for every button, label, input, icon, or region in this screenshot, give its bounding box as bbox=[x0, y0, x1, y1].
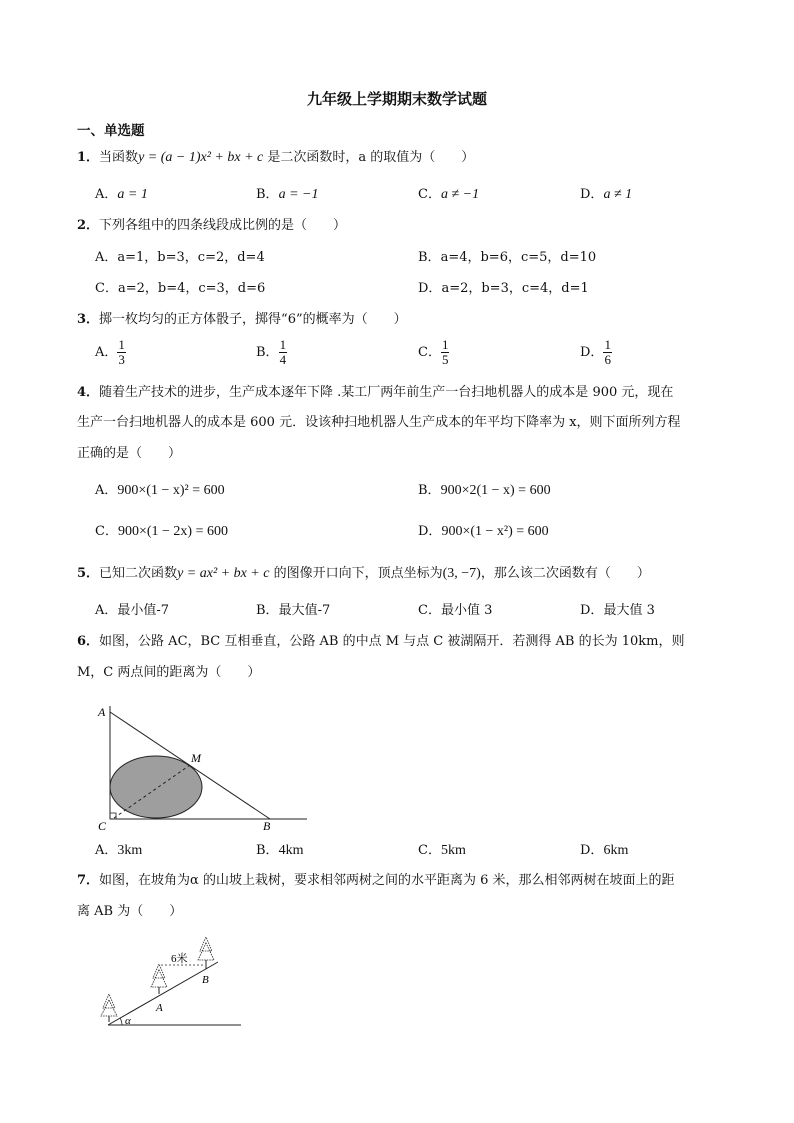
option-c[interactable] bbox=[418, 842, 466, 860]
numerator: 1 bbox=[604, 337, 611, 352]
option-text: 5km bbox=[440, 843, 466, 858]
option-label: B． bbox=[418, 250, 441, 265]
angle-arc bbox=[120, 1018, 122, 1025]
option-b[interactable] bbox=[256, 602, 330, 620]
option-label: C． bbox=[418, 603, 441, 618]
option-d[interactable] bbox=[418, 280, 589, 298]
option-a[interactable] bbox=[95, 186, 148, 204]
question-text: 如图，公路 AC，BC 互相垂直，公路 AB 的中点 M 与点 C 被湖隔开．若测得 AB 的长为 10km，则 bbox=[99, 634, 685, 649]
denominator: 3 bbox=[118, 352, 125, 367]
option-label: C． bbox=[418, 187, 441, 202]
option-b[interactable] bbox=[256, 186, 318, 204]
question-text: ，那么该二次函数有（ ） bbox=[480, 566, 650, 581]
question-text: 下列各组中的四条线段成比例的是（ ） bbox=[99, 218, 347, 233]
option-text: 4km bbox=[278, 843, 304, 858]
denominator: 4 bbox=[279, 352, 287, 367]
option-b[interactable] bbox=[256, 338, 287, 367]
numerator: 1 bbox=[118, 337, 125, 352]
denominator: 6 bbox=[604, 352, 611, 367]
option-text: a ≠ 1 bbox=[603, 187, 633, 202]
distance-label: 6米 bbox=[171, 953, 188, 965]
option-label: B． bbox=[256, 603, 279, 618]
option-a[interactable] bbox=[95, 249, 265, 267]
label-a: A bbox=[98, 705, 106, 719]
option-label: C． bbox=[418, 843, 441, 858]
option-c[interactable] bbox=[418, 186, 479, 204]
right-angle-mark bbox=[110, 813, 116, 819]
question-number: 6． bbox=[77, 634, 100, 649]
option-text: a=2，b=3，c=4，d=1 bbox=[441, 281, 589, 296]
option-text: 900×2(1 − x) = 600 bbox=[440, 483, 551, 498]
option-b[interactable] bbox=[418, 482, 551, 500]
fraction bbox=[441, 338, 450, 367]
option-label: D． bbox=[580, 187, 604, 202]
option-d[interactable] bbox=[418, 523, 549, 541]
fraction bbox=[603, 338, 612, 367]
tree-icon bbox=[198, 937, 214, 969]
option-label: B． bbox=[418, 483, 441, 498]
question-text: 的图像开口向下，顶点坐标为 bbox=[269, 566, 443, 581]
question-text: 掷一枚均匀的正方体骰子，掷得“6”的概率为（ ） bbox=[99, 312, 407, 327]
question-7 bbox=[77, 872, 675, 890]
tree-icon bbox=[101, 994, 117, 1022]
question-number: 1． bbox=[77, 150, 100, 165]
option-d[interactable] bbox=[580, 602, 655, 620]
question-number: 3． bbox=[77, 312, 100, 327]
option-a[interactable] bbox=[95, 602, 169, 620]
question-7-line-2: 离 AB 为（ ） bbox=[77, 904, 183, 919]
question-text: 已知二次函数 bbox=[99, 566, 178, 581]
question-3 bbox=[77, 311, 407, 329]
question-text: 当函数 bbox=[99, 150, 139, 165]
option-a[interactable] bbox=[95, 338, 126, 367]
option-text: a = −1 bbox=[278, 187, 319, 202]
option-c[interactable] bbox=[95, 523, 228, 541]
question-number: 2． bbox=[77, 218, 100, 233]
angle-label: α bbox=[125, 1015, 131, 1027]
option-b[interactable] bbox=[256, 842, 303, 860]
option-c[interactable] bbox=[418, 602, 492, 620]
option-label: D． bbox=[418, 524, 442, 539]
formula: y = ax² + bx + c bbox=[177, 566, 270, 581]
option-a[interactable] bbox=[95, 482, 225, 500]
option-d[interactable] bbox=[580, 842, 628, 860]
question-5 bbox=[77, 565, 650, 583]
question-number: 4． bbox=[77, 385, 100, 400]
tree-icon bbox=[151, 964, 167, 994]
option-label: C． bbox=[95, 524, 118, 539]
section-heading: 一、单选题 bbox=[77, 123, 145, 139]
label-c: C bbox=[98, 819, 107, 833]
option-label: A． bbox=[95, 187, 118, 202]
fraction bbox=[279, 338, 288, 367]
denominator: 5 bbox=[441, 352, 449, 367]
option-d[interactable] bbox=[580, 338, 612, 367]
question-6 bbox=[77, 633, 684, 651]
option-text: 6km bbox=[603, 843, 629, 858]
option-text: 最小值-7 bbox=[117, 603, 170, 618]
question-2 bbox=[77, 217, 346, 235]
option-text: a=2，b=4，c=3，d=6 bbox=[117, 281, 266, 296]
option-label: D． bbox=[418, 281, 442, 296]
option-text: a = 1 bbox=[117, 187, 148, 202]
lake bbox=[110, 756, 202, 818]
option-text: 最小值 3 bbox=[440, 603, 493, 618]
option-label: A． bbox=[95, 345, 118, 360]
option-label: B． bbox=[256, 843, 279, 858]
option-d[interactable] bbox=[580, 186, 632, 204]
option-label: A． bbox=[95, 603, 118, 618]
label-m: M bbox=[191, 751, 201, 765]
option-text: 900×(1 − x)² = 600 bbox=[117, 483, 225, 498]
question-text: 如图，在坡角为α 的山坡上栽树，要求相邻两树之间的水平距离为 6 米，那么相邻两树在坡面上的距 bbox=[99, 873, 675, 888]
option-label: D． bbox=[580, 345, 604, 360]
numerator: 1 bbox=[441, 337, 449, 352]
formula: y = (a − 1)x² + bx + c bbox=[138, 150, 264, 165]
question-text: 是二次函数时，a 的取值为（ ） bbox=[263, 150, 475, 165]
option-label: C． bbox=[95, 281, 118, 296]
option-label: D． bbox=[580, 843, 604, 858]
question-number: 5． bbox=[77, 566, 100, 581]
option-text: a ≠ −1 bbox=[440, 187, 480, 202]
question-6-line-2: M，C 两点间的距离为（ ） bbox=[77, 665, 261, 680]
option-label: B． bbox=[256, 187, 279, 202]
lake-figure bbox=[95, 698, 315, 834]
label-b: B bbox=[202, 974, 209, 986]
option-label: A． bbox=[95, 843, 118, 858]
option-label: A． bbox=[95, 250, 118, 265]
option-text: 900×(1 − x²) = 600 bbox=[441, 524, 549, 539]
option-text: 最大值-7 bbox=[278, 603, 331, 618]
option-text: 最大值 3 bbox=[603, 603, 655, 618]
question-4-line-2: 生产一台扫地机器人的成本是 600 元．设该种扫地机器人生产成本的年平均下降率为 x，则下面所列方程 bbox=[77, 415, 681, 430]
option-c[interactable] bbox=[95, 280, 265, 298]
question-4 bbox=[77, 384, 673, 402]
option-text: a=1，b=3，c=2，d=4 bbox=[117, 250, 265, 265]
option-label: C． bbox=[418, 345, 441, 360]
option-text: 3km bbox=[117, 843, 143, 858]
numerator: 1 bbox=[279, 337, 287, 352]
option-label: D． bbox=[580, 603, 604, 618]
fraction bbox=[117, 338, 126, 367]
option-text: 900×(1 − 2x) = 600 bbox=[117, 524, 228, 539]
question-number: 7． bbox=[77, 873, 100, 888]
question-text: 随着生产技术的进步，生产成本逐年下降 .某工厂两年前生产一台扫地机器人的成本是 900 元，现在 bbox=[99, 385, 674, 400]
option-label: B． bbox=[256, 345, 279, 360]
vertex-coordinate: (3, −7) bbox=[442, 566, 481, 581]
option-b[interactable] bbox=[418, 249, 596, 267]
question-1 bbox=[77, 149, 474, 167]
page-title: 九年级上学期期末数学试题 bbox=[306, 90, 487, 108]
option-text: a=4，b=6，c=5，d=10 bbox=[440, 250, 597, 265]
option-a[interactable] bbox=[95, 842, 142, 860]
option-label: A． bbox=[95, 483, 118, 498]
question-4-line-3: 正确的是（ ） bbox=[77, 446, 182, 461]
slope-figure bbox=[98, 932, 248, 1032]
option-c[interactable] bbox=[418, 338, 449, 367]
label-a: A bbox=[156, 1002, 163, 1014]
label-b: B bbox=[263, 819, 271, 833]
